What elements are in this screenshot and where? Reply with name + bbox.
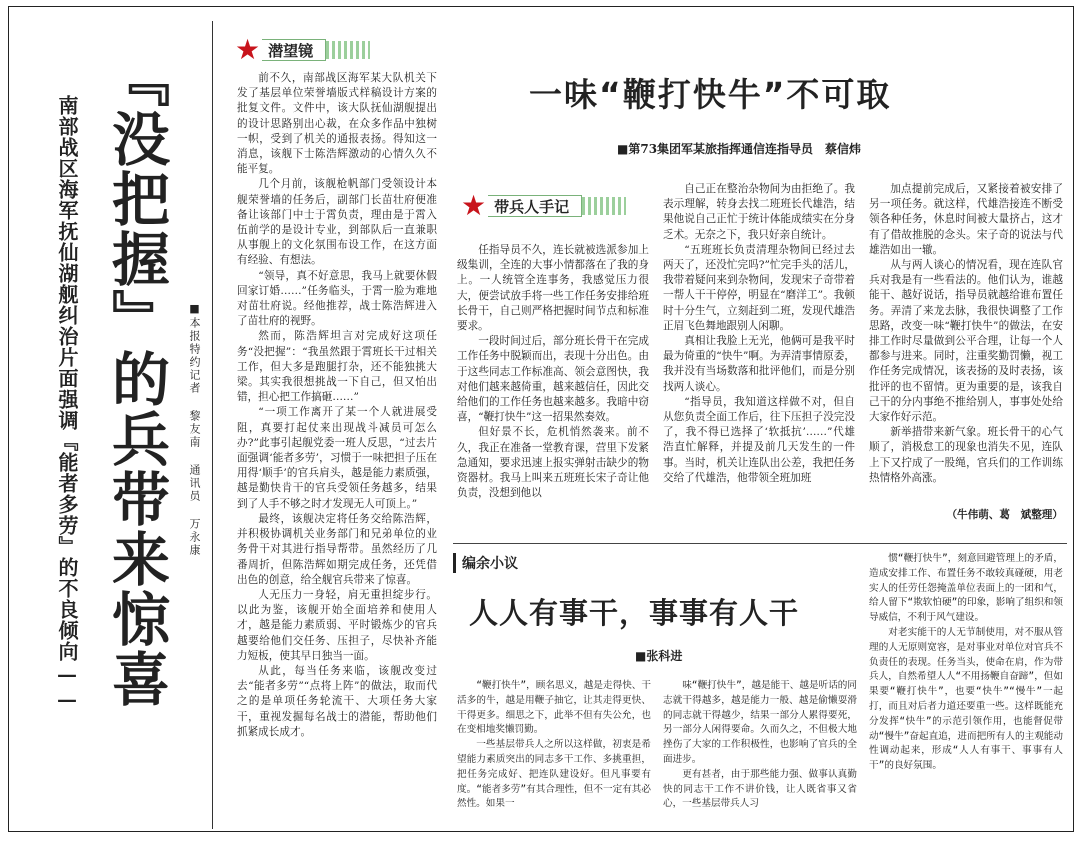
paragraph: 一段时间过后，部分班长骨干在完成工作任务中脱颖而出，表现十分出色。由于这些同志工作标准高、领会意图快，我对他们越来越倚重，越来越信任，因此交给他们的工作任务也越来越多。我暗中窃喜，“鞭打快牛”这一招果然奏效。 xyxy=(457,335,649,424)
paragraph: “领导，真不好意思，我马上就要休假回家订婚……”任务临头，于霄一脸为难地对苗壮府说。经他推荐，战士陈浩辉进入了苗壮府的视野。 xyxy=(237,269,437,328)
byline: ■本报特约记者 黎友南 通讯员 万永康 xyxy=(188,302,201,557)
paragraph: 加点提前完成后，又紧接着被安排了另一项任务。就这样，代雄浩接连不断受领各种任务，休息时间被大量挤占，这才有了借故推脱的念头。宋子奇的说法与代雄浩如出一辙。 xyxy=(869,183,1063,256)
article2-column-a xyxy=(457,243,649,535)
star-icon: ★ xyxy=(461,189,487,222)
paragraph: 真相让我脸上无光，他俩可是我平时最为倚重的“快牛”啊。为弄清事情原委，我并没有当场数落和批评他们，而是分别找两人谈心。 xyxy=(663,335,855,393)
paragraph: 人无压力一身轻，肩无重担绽步行。以此为鉴，该舰开始全面培养和使用人才，越是能力素质弱、平时锻炼少的官兵越要给他们交任务、压担子，尽快补齐能力短板，使其早日独当一面。 xyxy=(237,588,437,662)
badge-label: 潜望镜 xyxy=(262,39,326,61)
article3-column-a xyxy=(457,679,651,825)
paragraph: 味“鞭打快牛”，越是能干、越是听话的同志就干得越多，越是能力一般、越是偷懒耍滑的同志就干得越少，结果一部分人累得要死，另一部分人闲得要命。久而久之，不但极大地挫伤了大家的工作积极性，也影响了官兵的全面进步。 xyxy=(663,680,857,765)
article3-column-b xyxy=(663,679,857,825)
article-column-1 xyxy=(237,71,437,823)
badge-stripes xyxy=(326,41,370,59)
main-headline: 『没把握』的兵带来惊喜 xyxy=(102,49,170,709)
sub-headline: 南部战区海军抚仙湖舰纠治片面强调『能者多劳』的不良倾向—— xyxy=(55,95,79,712)
article2-author: ■第73集团军某旅指挥通信连指导员 蔡信炜 xyxy=(617,142,862,156)
paragraph: “一项工作离开了某一个人就进展受阻，真要打起仗来出现战斗减员可怎么办?”此事引起舰党委一班人反思，“过去片面强调‘能者多劳’，习惯于一味把担子压在用得‘顺手’的官兵肩头，越是能力素质强，越是勤快肯干的官兵受领任务越多，结果到了人手不够之时才发现无人可顶上。” xyxy=(237,406,437,510)
paragraph: 新举措带来新气象。班长骨干的心气顺了，消极怠工的现象也消失不见，连队上下又拧成了一股绳，官兵们的工作训练热情格外高涨。 xyxy=(869,426,1063,484)
article3-author: ■张科进 xyxy=(635,649,683,663)
article2-title: 一味“鞭打快牛”不可取 xyxy=(529,75,892,114)
article2-column-b xyxy=(663,182,855,535)
paragraph: 更有甚者，由于那些能力强、做事认真勤快的同志干工作不讲价钱，让人既省事又省心，一些基层带兵人习 xyxy=(663,768,857,810)
paragraph: 但好景不长，危机悄然袭来。前不久，我正在准备一堂教育课，营里下发紧急通知，要求迅速上报实弹射击缺少的物资器材。我马上叫来五班班长宋子奇让他负责，没想到他以 xyxy=(457,426,649,500)
badge-stripes xyxy=(582,197,626,215)
paragraph: 从与两人谈心的情况看，现在连队官兵对我是有一些看法的。他们认为，谁越能干、越好说话，指导员就越给谁布置任务。弄清了来龙去脉，我很快调整了工作思路，改变一味“鞭打快牛”的做法，在安排工作时尽量做到公平合理，让每一个人都参与进来。同时，注重奖勤罚懒，视工作任务完成情况，该表扬的及时表扬，该批评的也不留情。更为重要的是，该我自己干的分内事绝不推给别人，事事处处给大家作好示范。 xyxy=(869,259,1063,424)
paragraph: “指导员，我知道这样做不对，但自从您负责全面工作后，往下压担子没完没了，我不得已选择了‘软抵抗’……”代雄浩直忙解释，并提及前几天发生的一件事。当时，机关让连队出公差，我把任务交给了代雄浩，他带领全班加班 xyxy=(663,395,855,484)
article3-column-c xyxy=(869,552,1063,825)
paragraph: 从此，每当任务来临，该舰改变过去“能者多劳”“点将上阵”的做法，取而代之的是单项任务轮流干、大项任务大家干，重视发掘每名战士的潜能，帮助他们抓紧成长成才。 xyxy=(237,664,437,738)
paragraph: 最终，该舰决定将任务交给陈浩辉，并积极协调机关业务部门和兄弟单位的业务骨干对其进行指导帮带。虽然经历了几番周折，但陈浩辉如期完成任务，还凭借出色的创意，给全舰官兵带来了惊喜。 xyxy=(237,512,437,586)
paragraph: 惯“鞭打快牛”，刻意回避管理上的矛盾，造成安排工作、布置任务不敢较真碰硬，用老实人的任劳任怨掩盖单位表面上的一团和气，给人留下“欺软怕硬”的印象，影响了组织和领导威信，不利于风气建设。 xyxy=(869,553,1063,624)
badge-label: 带兵人手记 xyxy=(488,195,582,217)
article2-column-c xyxy=(869,182,1063,500)
section-badge-periscope xyxy=(235,33,370,66)
article2-credit: （牛伟萌、葛 斌整理） xyxy=(946,509,1063,521)
paragraph: “五班班长负责清理杂物间已经过去两天了，还没忙完吗?”忙完手头的活儿，我带着疑问来到杂物间，发现宋子奇带着一帮人干干停停，明显在“磨洋工”。我顿时十分生气，立刻赶到二班，发现代雄浩正眉飞色舞地跟别人闲聊。 xyxy=(663,243,855,332)
paragraph: 然而，陈浩辉坦言对完成好这项任务“没把握”：“我虽然跟于霄班长干过相关工作，但大多是跑腿打杂，还不能独挑大梁。其实我很想挑战一下自己，但又怕出错，担心把工作搞砸……” xyxy=(237,330,437,404)
section-tag: 编余小议 xyxy=(453,553,518,573)
article3-title: 人人有事干，事事有人干 xyxy=(469,596,800,630)
paragraph: 前不久，南部战区海军某大队机关下发了基层单位荣誉墙版式样稿设计方案的批复文件。文件中，该大队抚仙湖舰提出的设计思路别出心裁，在众多作品中独树一帜，受到了机关的通报表扬。得知这一消息，该舰下士陈浩辉激动的心情久久不能平复。 xyxy=(237,72,437,176)
paragraph: 任指导员不久，连长就被选派参加上级集训，全连的大事小情都落在了我的身上。一人统管全连事务，我感觉压力很大，便尝试放手将一些工作任务安排给班长骨干，自己则严格把握时间节点和标准要求。 xyxy=(457,244,649,333)
newspaper-page xyxy=(8,6,1074,832)
paragraph: 自己正在整治杂物间为由拒绝了。我表示理解，转身去找二班班长代雄浩，结果他说自己正忙于统计体能成绩实在分身乏术。无奈之下，我只好亲自统计。 xyxy=(663,183,855,241)
paragraph: “鞭打快牛”，顾名思义，越是走得快、干活多的牛，越是用鞭子抽它，让其走得更快、干得更多。细思之下，此举不但有失公允，也在变相地奖懒罚勤。 xyxy=(457,680,651,736)
paragraph: 几个月前，该舰枪帆部门受领设计本舰荣誉墙的任务后，副部门长苗壮府便准备让该部门中士于霄负责，理由是于霄入伍前学的是设计专业，到部队后一直兼职从事舰上的文化氛围布设工作，在这方面有经验、有想法。 xyxy=(237,178,437,267)
column-divider xyxy=(212,21,213,829)
section-badge-handnote xyxy=(461,189,626,222)
paragraph: 一些基层带兵人之所以这样做，初衷是希望能力素质突出的同志多干工作、多挑重担，把任务完成好、把连队建设好。但凡事要有度。“能者多劳”有其合理性，但不一定有其必然性。如果一 xyxy=(457,739,651,810)
section-divider xyxy=(453,543,1067,544)
star-icon: ★ xyxy=(235,33,261,66)
paragraph: 对老实能干的人无节制使用，对不服从管理的人无原则宽容，是对事业对单位对官兵不负责任的表现。任务当头，使命在肩，作为带兵人，自然希望人人“不用扬鞭自奋蹄”，但如果要“鞭打快牛”，也要“快牛”“慢牛”一起打，而且对后者力道还要重一些。这样既能充分发挥“快牛”的示范引领作用，也能督促带动“慢牛”奋起直追，进而把所有人的主观能动性调动起来，形成“人人有事干、事事有人干”的良好氛围。 xyxy=(869,626,1063,772)
